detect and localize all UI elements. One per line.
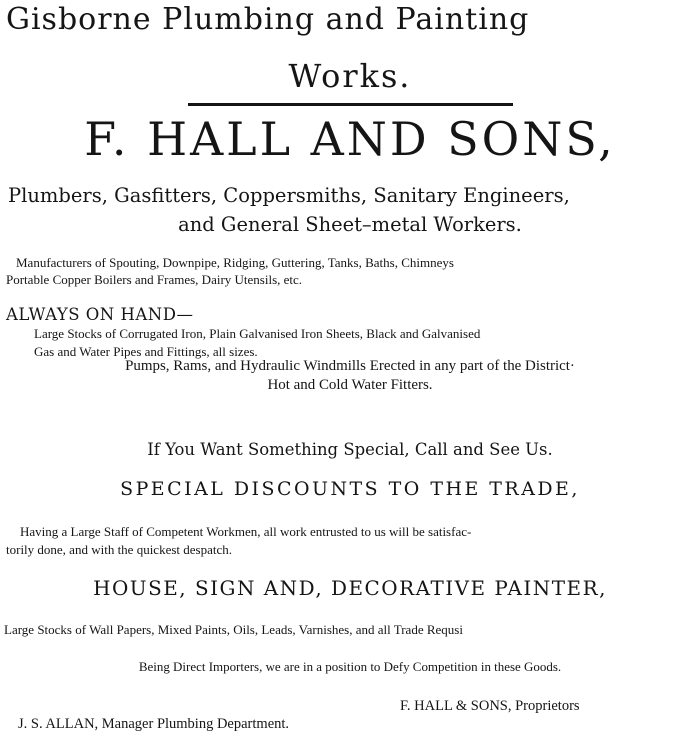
title-line-2: Works. xyxy=(288,57,412,95)
proprietors-line: F. HALL & SONS, Proprietors xyxy=(400,698,580,714)
discounts-heading: SPECIAL DISCOUNTS TO THE TRADE, xyxy=(120,478,580,500)
painter-heading: HOUSE, SIGN AND, DECORATIVE PAINTER, xyxy=(93,576,607,600)
trades-line-1: Plumbers, Gasfitters, Coppersmiths, Sanitary Engineers, xyxy=(8,184,570,207)
manufacturers-line-1: Manufacturers of Spouting, Downpipe, Ridging, Guttering, Tanks, Baths, Chimneys xyxy=(16,255,454,270)
wall-papers-line: Large Stocks of Wall Papers, Mixed Paints, Oils, Leads, Varnishes, and all Trade Requsi xyxy=(4,622,463,637)
stock-line-1: Large Stocks of Corrugated Iron, Plain Galvanised Iron Sheets, Black and Galvanised xyxy=(34,326,481,341)
staff-line-2: torily done, and with the quickest despatch. xyxy=(6,542,233,557)
trades-line-2: and General Sheet–metal Workers. xyxy=(178,213,522,236)
firm-name: F. HALL AND SONS, xyxy=(84,112,616,166)
pumps-line-2: Hot and Cold Water Fitters. xyxy=(267,377,433,393)
manufacturers-line-2: Portable Copper Boilers and Frames, Dairy Utensils, etc. xyxy=(6,272,303,287)
staff-line-1: Having a Large Staff of Competent Workmen, all work entrusted to us will be satisfac- xyxy=(20,524,472,539)
title-rule xyxy=(188,103,513,106)
always-on-hand-heading: ALWAYS ON HAND— xyxy=(6,305,194,324)
manager-line: J. S. ALLAN, Manager Plumbing Department. xyxy=(18,716,290,732)
importers-line: Being Direct Importers, we are in a position to Defy Competition in these Goods. xyxy=(138,659,562,674)
stock-line-2: Gas and Water Pipes and Fittings, all sizes. xyxy=(34,344,258,359)
pumps-line-1: Pumps, Rams, and Hydraulic Windmills Erected in any part of the District· xyxy=(125,358,575,374)
title-line-1: Gisborne Plumbing and Painting xyxy=(6,2,530,37)
special-line: If You Want Something Special, Call and See Us. xyxy=(147,440,553,459)
